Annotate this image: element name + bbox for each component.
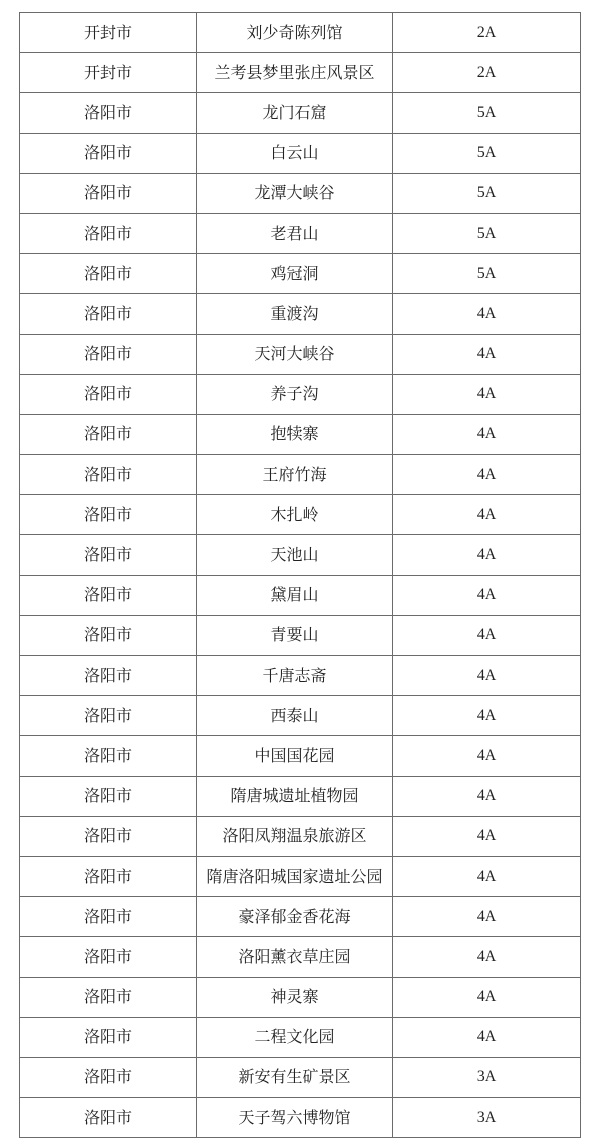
- grade-cell: 4A: [393, 495, 581, 535]
- table-row: [20, 133, 581, 173]
- city-cell: 洛阳市: [20, 374, 197, 414]
- city-cell: 洛阳市: [20, 254, 197, 294]
- city-cell: 开封市: [20, 13, 197, 53]
- grade-cell: 4A: [393, 455, 581, 495]
- scenic-name-cell: 老君山: [197, 213, 393, 253]
- grade-cell: 4A: [393, 736, 581, 776]
- city-cell: 洛阳市: [20, 213, 197, 253]
- scenic-name-cell: 西泰山: [197, 696, 393, 736]
- grade-cell: 4A: [393, 294, 581, 334]
- grade-cell: 5A: [393, 254, 581, 294]
- scenic-name-cell: 刘少奇陈列馆: [197, 13, 393, 53]
- grade-cell: 5A: [393, 173, 581, 213]
- scenic-name-cell: 隋唐城遗址植物园: [197, 776, 393, 816]
- table-row: [20, 937, 581, 977]
- scenic-name-cell: 千唐志斋: [197, 656, 393, 696]
- city-cell: 洛阳市: [20, 414, 197, 454]
- table-row: [20, 334, 581, 374]
- grade-cell: 5A: [393, 93, 581, 133]
- table-row: [20, 1098, 581, 1138]
- city-cell: 洛阳市: [20, 133, 197, 173]
- scenic-name-cell: 洛阳凤翔温泉旅游区: [197, 816, 393, 856]
- table-row: [20, 615, 581, 655]
- table-row: [20, 173, 581, 213]
- scenic-name-cell: 天子驾六博物馆: [197, 1098, 393, 1138]
- grade-cell: 4A: [393, 897, 581, 937]
- scenic-name-cell: 中国国花园: [197, 736, 393, 776]
- grade-cell: 4A: [393, 776, 581, 816]
- table-row: [20, 254, 581, 294]
- scenic-name-cell: 抱犊寨: [197, 414, 393, 454]
- table-row: [20, 414, 581, 454]
- city-cell: 洛阳市: [20, 736, 197, 776]
- scenic-name-cell: 隋唐洛阳城国家遗址公园: [197, 856, 393, 896]
- scenic-name-cell: 豪泽郁金香花海: [197, 897, 393, 937]
- city-cell: 洛阳市: [20, 173, 197, 213]
- scenic-name-cell: 洛阳薰衣草庄园: [197, 937, 393, 977]
- table-row: [20, 575, 581, 615]
- scenic-spot-table: [19, 12, 581, 1138]
- grade-cell: 4A: [393, 656, 581, 696]
- table-row: [20, 977, 581, 1017]
- city-cell: 洛阳市: [20, 696, 197, 736]
- table-row: [20, 856, 581, 896]
- scenic-name-cell: 龙门石窟: [197, 93, 393, 133]
- table-row: [20, 1017, 581, 1057]
- city-cell: 洛阳市: [20, 294, 197, 334]
- grade-cell: 3A: [393, 1057, 581, 1097]
- scenic-name-cell: 神灵寨: [197, 977, 393, 1017]
- table-row: [20, 1057, 581, 1097]
- table-row: [20, 535, 581, 575]
- grade-cell: 4A: [393, 816, 581, 856]
- grade-cell: 5A: [393, 213, 581, 253]
- table-row: [20, 656, 581, 696]
- city-cell: 洛阳市: [20, 575, 197, 615]
- grade-cell: 4A: [393, 334, 581, 374]
- city-cell: 洛阳市: [20, 535, 197, 575]
- scenic-name-cell: 青要山: [197, 615, 393, 655]
- table-row: [20, 213, 581, 253]
- grade-cell: 4A: [393, 856, 581, 896]
- table-row: [20, 13, 581, 53]
- city-cell: 洛阳市: [20, 977, 197, 1017]
- grade-cell: 4A: [393, 977, 581, 1017]
- scenic-name-cell: 白云山: [197, 133, 393, 173]
- table-body: [20, 13, 581, 1138]
- grade-cell: 4A: [393, 374, 581, 414]
- table-row: [20, 495, 581, 535]
- city-cell: 洛阳市: [20, 656, 197, 696]
- city-cell: 洛阳市: [20, 1017, 197, 1057]
- table-row: [20, 897, 581, 937]
- city-cell: 洛阳市: [20, 334, 197, 374]
- grade-cell: 4A: [393, 535, 581, 575]
- scenic-name-cell: 天池山: [197, 535, 393, 575]
- city-cell: 洛阳市: [20, 93, 197, 133]
- table-row: [20, 736, 581, 776]
- city-cell: 洛阳市: [20, 1057, 197, 1097]
- scenic-name-cell: 新安有生矿景区: [197, 1057, 393, 1097]
- city-cell: 洛阳市: [20, 1098, 197, 1138]
- grade-cell: 3A: [393, 1098, 581, 1138]
- table-row: [20, 294, 581, 334]
- city-cell: 洛阳市: [20, 495, 197, 535]
- scenic-name-cell: 王府竹海: [197, 455, 393, 495]
- table-row: [20, 53, 581, 93]
- scenic-name-cell: 兰考县梦里张庄风景区: [197, 53, 393, 93]
- grade-cell: 4A: [393, 1017, 581, 1057]
- grade-cell: 4A: [393, 414, 581, 454]
- scenic-name-cell: 龙潭大峡谷: [197, 173, 393, 213]
- table-row: [20, 455, 581, 495]
- table-row: [20, 93, 581, 133]
- table-row: [20, 696, 581, 736]
- scenic-name-cell: 天河大峡谷: [197, 334, 393, 374]
- scenic-name-cell: 黛眉山: [197, 575, 393, 615]
- scenic-name-cell: 木扎岭: [197, 495, 393, 535]
- city-cell: 开封市: [20, 53, 197, 93]
- city-cell: 洛阳市: [20, 816, 197, 856]
- grade-cell: 2A: [393, 53, 581, 93]
- scenic-name-cell: 鸡冠洞: [197, 254, 393, 294]
- grade-cell: 4A: [393, 615, 581, 655]
- city-cell: 洛阳市: [20, 897, 197, 937]
- city-cell: 洛阳市: [20, 856, 197, 896]
- scenic-name-cell: 重渡沟: [197, 294, 393, 334]
- table-row: [20, 374, 581, 414]
- grade-cell: 4A: [393, 696, 581, 736]
- grade-cell: 4A: [393, 575, 581, 615]
- city-cell: 洛阳市: [20, 937, 197, 977]
- city-cell: 洛阳市: [20, 615, 197, 655]
- grade-cell: 5A: [393, 133, 581, 173]
- table-row: [20, 776, 581, 816]
- city-cell: 洛阳市: [20, 455, 197, 495]
- grade-cell: 4A: [393, 937, 581, 977]
- scenic-name-cell: 养子沟: [197, 374, 393, 414]
- scenic-name-cell: 二程文化园: [197, 1017, 393, 1057]
- grade-cell: 2A: [393, 13, 581, 53]
- table-row: [20, 816, 581, 856]
- city-cell: 洛阳市: [20, 776, 197, 816]
